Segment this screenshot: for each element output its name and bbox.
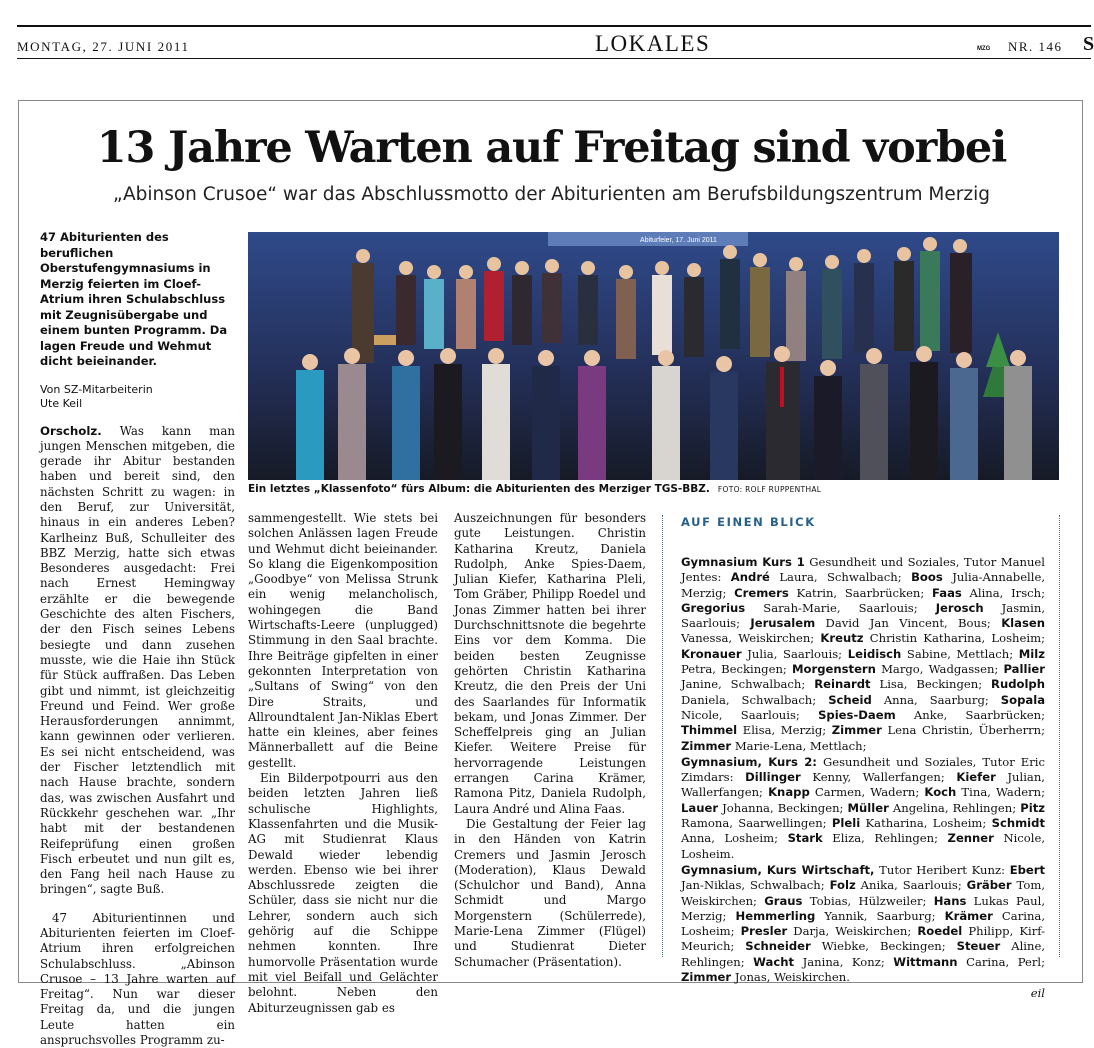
graduate-list — [681, 555, 1045, 1002]
graduate-surname: Gregorius — [681, 600, 746, 615]
graduate-detail: Ramona, Saarwellingen; — [681, 816, 827, 831]
newspaper-logo: S — [1083, 33, 1094, 55]
paragraph-4: Ein Bilderpotpourri aus den beiden letzten Jahren ließ schulische Highlights, Klassenfahrten und die Musik-AG mit Studienrat Klaus Dewald wieder lebendig werden. Ebenso wie bei ihrer Abschlussrede zeigten die Schüler, dass sie nicht nur die Lehrer, sondern auch sich gehörig auf die Schippe nehmen konnten. Ihre humorvolle Präsentation wurde mit viel Beifall und Gelächter belohnt. Neben den Abiturzeugnissen gab es — [248, 771, 438, 1015]
article-lead: 47 Abiturienten des beruflichen Oberstufengymnasiums in Merzig feierten im Cloef-Atrium ihren Schulabschluss mit Zeugnisübergabe und einem bunten Programm. Da lagen Freude und Wehmut dicht beieinander. — [40, 230, 228, 368]
graduate-surname: Steuer — [956, 939, 1001, 954]
graduate-detail: Margo, Wadgassen; — [881, 662, 999, 677]
graduate-detail: Eliza, Rehlingen; — [832, 831, 938, 846]
graduate-detail: Johanna, Beckingen; — [722, 800, 844, 815]
author-role: Von SZ-Mitarbeiterin — [40, 382, 153, 396]
graduate-group-heading: Gymnasium Kurs 1 — [681, 555, 805, 569]
paragraph-2: 47 Abiturientinnen und Abiturienten feierten im Cloef-Atrium ihren erfolgreichen Schulabschluss. „Abinson Crusoe – 13 Jahre warten auf Freitag“. Nun war dieser Freitag da, und die jungen Leute hatten ein anspruchsvolles Programm zu- — [40, 910, 235, 1048]
graduate-surname: Zimmer — [681, 738, 732, 753]
graduate-detail: Philipp, Kirf-Meurich; — [681, 924, 1046, 954]
graduate-detail: Anna, Saarburg; — [883, 692, 989, 707]
graduate-detail: David Jan Vincent, Bous; — [825, 616, 991, 631]
graduate-surname: Wacht — [753, 954, 795, 969]
graduate-surname: Roedel — [917, 924, 963, 939]
graduate-detail: Laura, Schwalbach; — [779, 570, 902, 585]
issue-number: NR. 146 — [1008, 39, 1063, 54]
graduate-detail: Anika, Saarlouis; — [860, 878, 962, 893]
graduate-surname: Schneider — [745, 939, 811, 954]
photo-credit: FOTO: ROLF RUPPENTHAL — [717, 485, 822, 494]
graduate-detail: Petra, Beckingen; — [681, 662, 787, 677]
paper-code: MZG — [977, 46, 991, 52]
graduate-surname: Boos — [911, 570, 943, 585]
graduate-surname: Müller — [847, 800, 889, 815]
graduate-detail: Marie-Lena, Mettlach; — [734, 738, 867, 753]
paragraph-6: Die Gestaltung der Feier lag in den Händen von Katrin Cremers und Jasmin Jerosch (Moderation), Klaus Dewald (Schulchor und Band), Anna Schmidt und Margo Morgenstern (Schülerrede), Marie-Lena Zimmer (Flügel) und Studienrat Dieter Schumacher (Präsentation). — [454, 816, 646, 969]
info-box — [662, 515, 1060, 1001]
graduate-surname: Leidisch — [847, 646, 902, 661]
graduate-detail: Wiebke, Beckingen; — [821, 939, 946, 954]
photo-caption-text: Ein letztes „Klassenfoto“ fürs Album: die Abiturienten des Merziger TGS-BBZ. — [248, 483, 710, 495]
graduate-surname: Graus — [764, 893, 803, 908]
graduate-surname: Spies-Daem — [818, 707, 896, 722]
class-photo-image — [248, 232, 1059, 480]
graduate-surname: Kronauer — [681, 646, 742, 661]
graduate-surname: André — [730, 570, 770, 585]
graduate-surname: Klasen — [1001, 616, 1046, 631]
graduate-detail: Sabine, Mettlach; — [906, 646, 1014, 661]
article-subheadline: „Abinson Crusoe“ war das Abschlussmotto der Abiturienten am Berufsbildungszentrum Merzig — [113, 184, 990, 205]
graduate-group — [681, 863, 1045, 985]
paragraph-1-text: Was kann man jungen Menschen mitgeben, die gerade ihr Abitur bestanden haben und bereit sind, den nächsten Schritt zu wagen: in den Beruf, zur Universität, hinaus in ein anderes Leben? Karlheinz Buß, Schulleiter des BBZ Merzig, hatte sich etwas Besonderes ausgedacht: Frei nach Ernest Hemingway erzählte er die bewegende Geschichte des alten Fischers, der den Fisch seines Lebens besiegte und dann zusehen musste, wie die Haie ihn Stück für Stück auffraßen. Das Leben gibt und nimmt, ist gleichzeitig Freund und Feind. Wer große Herausforderungen annimmt, kann gewinnen oder verlieren. Es sei nicht entscheidend, was der Fischer letztendlich mit nach Hause brachte, sondern das, was zwischen Ausfahrt und Rückkehr geschehen war. „Ihr habt mit der bestandenen Reifeprüfung einen großen Fisch erbeutet und nun gilt es, den Fang heil nach Hause zu bringen“, sagte Buß. — [40, 423, 235, 897]
graduate-surname: Milz — [1018, 646, 1045, 661]
article-headline: 13 Jahre Warten auf Freitag sind vorbei — [96, 123, 1007, 173]
paragraph-5: Auszeichnungen für besonders gute Leistungen. Christin Katharina Kreutz, Daniela Rudolph, Anke Spies-Daem, Julian Kiefer, Katharina Pleli, Tom Gräber, Philipp Roedel und Jonas Zimmer hatten bei ihrer Durchschnittsnote die begehrte Eins vor dem Komma. Die beiden besten Zeugnisse gehörten Christin Katharina Kreutz, die den Preis der Uni des Saarlandes für Informatik bekam, und Jonas Zimmer. Der Scheffelpreis ging an Julian Kiefer. Weitere Preise für hervorragende Leistungen errangen Carina Krämer, Ramona Pitz, Daniela Rudolph, Laura André und Alina Faas. — [454, 511, 646, 816]
graduate-surname: Lauer — [681, 800, 719, 815]
graduate-detail: Anke, Saarbrücken; — [913, 707, 1046, 722]
graduate-detail: Gesundheit und Soziales, Tutor Manuel Jentes: — [681, 555, 1046, 585]
graduate-detail: Nicole, Losheim. — [681, 831, 1046, 861]
author-signature: eil — [1030, 986, 1045, 1001]
class-photo — [248, 232, 1059, 480]
graduate-detail: Alina, Irsch; — [969, 585, 1046, 600]
graduate-detail: Aline, Rehlingen; — [681, 939, 1046, 969]
graduate-surname: Zenner — [947, 831, 994, 846]
graduate-detail: Janine, Schwalbach; — [681, 677, 806, 692]
graduate-detail: Jonas, Weiskirchen. — [734, 970, 850, 985]
graduate-detail: Lena Christin, Überherrn; — [887, 723, 1046, 738]
graduate-detail: Daniela, Schwalbach; — [681, 692, 817, 707]
column-2 — [248, 511, 438, 1016]
graduate-surname: Koch — [924, 785, 957, 800]
graduate-surname: Hemmerling — [735, 908, 816, 923]
graduate-surname: Pleli — [831, 816, 861, 831]
graduate-surname: Pallier — [1003, 662, 1046, 677]
graduate-detail: Darja, Weiskirchen; — [793, 924, 912, 939]
graduate-group — [681, 755, 1045, 862]
graduate-surname: Hans — [933, 893, 967, 908]
paragraph-3: sammengestellt. Wie stets bei solchen Anlässen lagen Freude und Wehmut dicht beieinander. So klang die Eigenkomposition „Goodbye“ von Melissa Strunk ein wenig melancholisch, wohingegen die Band Wirtschafts-Leere (unplugged) Stimmung in den Saal brachte. Ihre Beiträge gipfelten in einer gekonnten Interpretation von „Sultans of Swing“ von den Dire Straits, und Allroundtalent Jan-Niklas Ebert hatte ein kleines, aber feines Männerballett auf die Beine gestellt. — [248, 511, 438, 770]
graduate-detail: Lisa, Beckingen; — [879, 677, 983, 692]
graduate-surname: Kreutz — [820, 631, 864, 646]
graduate-detail: Angelina, Rehlingen; — [892, 800, 1017, 815]
graduate-detail: Carmen, Wadern; — [814, 785, 920, 800]
graduate-surname: Dillinger — [745, 770, 801, 785]
graduate-surname: Folz — [829, 878, 856, 893]
graduate-detail: Tom, Weiskirchen; — [681, 878, 1046, 908]
graduate-surname: Presler — [740, 924, 788, 939]
paragraph-1 — [40, 424, 235, 898]
graduate-detail: Christin Katharina, Losheim; — [869, 631, 1045, 646]
graduate-surname: Reinardt — [814, 677, 871, 692]
graduate-surname: Scheid — [828, 692, 872, 707]
graduate-surname: Pitz — [1020, 800, 1045, 815]
graduate-detail: Katharina, Losheim; — [865, 816, 987, 831]
column-1 — [40, 230, 235, 1048]
graduate-surname: Cremers — [734, 585, 789, 600]
column-3 — [454, 511, 646, 970]
photo-caption — [248, 483, 1059, 495]
section-title: LOKALES — [595, 31, 711, 56]
graduate-detail: Katrin, Saarbrücken; — [796, 585, 925, 600]
graduate-detail: Vanessa, Weiskirchen; — [681, 631, 815, 646]
graduate-detail: Tina, Wadern; — [961, 785, 1046, 800]
graduate-surname: Morgenstern — [791, 662, 876, 677]
graduates-front-row — [296, 346, 1032, 480]
graduate-group — [681, 555, 1045, 754]
graduate-detail: Kenny, Wallerfangen; — [812, 770, 945, 785]
graduate-detail: Elisa, Merzig; — [742, 723, 827, 738]
graduate-surname: Sopala — [1000, 692, 1046, 707]
graduate-detail: Julian, Wallerfangen; — [681, 770, 1045, 800]
graduate-detail: Anna, Losheim; — [681, 831, 779, 846]
graduate-surname: Gräber — [966, 878, 1012, 893]
author-name: Ute Keil — [40, 396, 83, 410]
graduate-surname: Schmidt — [991, 816, 1045, 831]
graduate-group-heading: Gymnasium, Kurs Wirtschaft, — [681, 862, 875, 877]
article — [18, 100, 1083, 1048]
graduate-detail: Nicole, Saarlouis; — [681, 707, 800, 722]
graduate-detail: Yannik, Saarburg; — [824, 908, 936, 923]
graduate-surname: Krämer — [944, 908, 993, 923]
graduate-surname: Knapp — [768, 785, 810, 800]
graduate-detail: Jasmin, Saarlouis; — [681, 600, 1046, 631]
graduate-surname: Kiefer — [956, 770, 996, 785]
graduate-detail: Carina, Losheim; — [681, 908, 1046, 939]
graduate-surname: Jerusalem — [750, 616, 816, 631]
graduate-surname: Wittmann — [893, 954, 958, 969]
graduate-detail: Julia-Annabelle, Merzig; — [681, 570, 1046, 600]
issue-date: MONTAG, 27. JUNI 2011 — [17, 39, 190, 54]
graduate-surname: Faas — [932, 585, 962, 600]
graduate-detail: Janina, Konz; — [802, 954, 885, 969]
graduate-detail: Tutor Heribert Kunz: — [879, 862, 1005, 877]
graduate-detail: Jan-Niklas, Schwalbach; — [681, 878, 825, 893]
graduate-group-heading: Gymnasium, Kurs 2: — [681, 754, 817, 769]
masthead — [17, 25, 1094, 59]
graduate-detail: Sarah-Marie, Saarlouis; — [763, 600, 918, 615]
graduate-surname: Ebert — [1009, 862, 1046, 877]
graduate-detail: Gesundheit und Soziales, Tutor Eric Zimdars: — [681, 754, 1045, 785]
graduate-surname: Zimmer — [681, 970, 732, 985]
graduate-surname: Thimmel — [681, 723, 738, 738]
graduate-surname: Rudolph — [991, 677, 1045, 692]
graduate-detail: Lukas Paul, Merzig; — [681, 893, 1046, 923]
info-box-title: AUF EINEN BLICK — [681, 515, 816, 529]
graduate-surname: Jerosch — [935, 600, 984, 615]
author-line — [40, 383, 235, 411]
graduate-surname: Zimmer — [831, 723, 882, 738]
graduate-detail: Julia, Saarlouis; — [747, 646, 843, 661]
graduate-surname: Stark — [787, 831, 823, 846]
graduate-detail: Tobias, Hülzweiler; — [809, 893, 927, 908]
screen-banner-text: Abiturfeier, 17. Juni 2011 — [640, 237, 717, 244]
graduate-detail: Carina, Perl; — [966, 954, 1046, 969]
dateline: Orscholz. — [40, 423, 102, 438]
